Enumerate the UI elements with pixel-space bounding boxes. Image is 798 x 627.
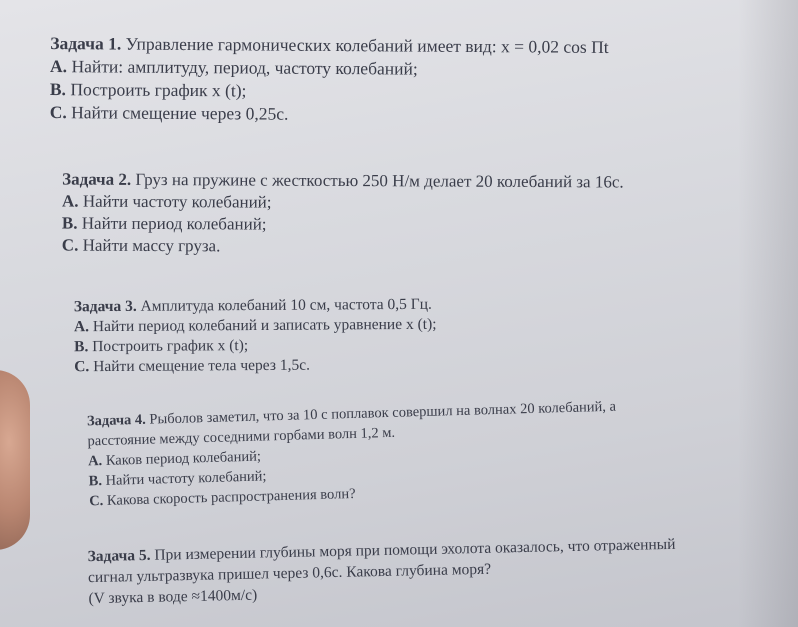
task-4-statement: Рыболов заметил, что за 10 с поплавок совершил на волнах 20 колебаний, а bbox=[149, 398, 617, 428]
task-4-item-a: А. Каков период колебаний; bbox=[87, 448, 262, 470]
task-4 bbox=[87, 397, 619, 512]
task-3-item-a: А. Найти период колебаний и записать уравнение x (t); bbox=[73, 315, 437, 336]
task-3-item-c: С. Найти смещение тела через 1,5с. bbox=[74, 356, 311, 376]
task-2 bbox=[62, 169, 624, 260]
task-4-item-c: С. Какова скорость распространения волн? bbox=[88, 485, 356, 510]
task-2-item-b: В. Найти период колебаний; bbox=[61, 213, 267, 234]
task-2-header bbox=[62, 169, 624, 194]
task-1-statement: Управление гармонических колебаний имеет вид: x = 0,02 cos Пt bbox=[125, 33, 609, 57]
task-5-statement-cont: сигнал ультразвука пришел через 0,6с. Какова глубина моря? bbox=[87, 560, 492, 587]
task-4-title: Задача 4. bbox=[86, 411, 147, 430]
task-3-header bbox=[74, 295, 437, 318]
task-5-note: (V звука в воде ≈1400м/с) bbox=[88, 586, 258, 608]
page-shadow bbox=[738, 0, 798, 627]
task-1-item-b: В. Построить график x (t); bbox=[49, 79, 247, 101]
task-2-item-c: С. Найти массу груза. bbox=[61, 235, 221, 256]
task-1-item-a: А. Найти: амплитуду, период, частоту колебаний; bbox=[50, 56, 418, 79]
task-4-statement-cont: расстояние между соседними горбами волн 1,2 м. bbox=[87, 424, 396, 450]
finger-shadow bbox=[0, 370, 30, 550]
task-3-title: Задача 3. bbox=[73, 297, 137, 316]
task-3-statement: Амплитуда колебаний 10 см, частота 0,5 Гц. bbox=[140, 295, 432, 315]
task-5 bbox=[87, 534, 676, 609]
task-4-item-b: В. Найти частоту колебаний; bbox=[88, 468, 267, 490]
task-1-item-c: С. Найти смещение через 0,25с. bbox=[49, 102, 289, 124]
task-2-statement: Груз на пружине с жесткостью 250 Н/м делает 20 колебаний за 16с. bbox=[135, 169, 624, 192]
task-1-title: Задача 1. bbox=[50, 33, 122, 54]
task-5-title: Задача 5. bbox=[87, 546, 151, 566]
task-1 bbox=[50, 32, 609, 128]
task-5-statement: При измерении глубины моря при помощи эхолота оказалось, что отраженный bbox=[154, 535, 676, 564]
task-3-item-b: В. Построить график x (t); bbox=[74, 337, 249, 356]
task-3 bbox=[74, 295, 437, 378]
task-2-item-a: А. Найти частоту колебаний; bbox=[62, 191, 272, 212]
task-2-title: Задача 2. bbox=[62, 169, 132, 189]
